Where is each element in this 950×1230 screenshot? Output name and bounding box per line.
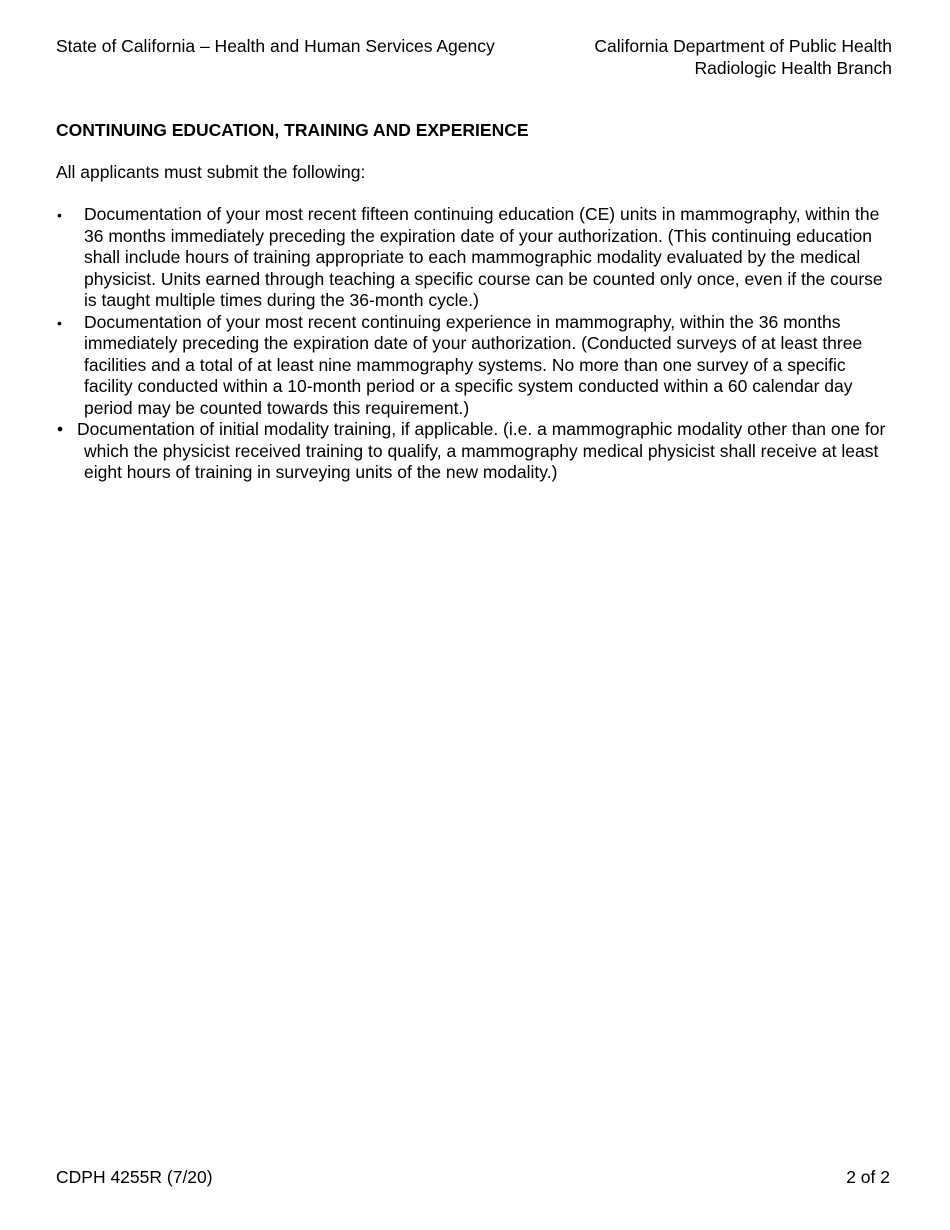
bullet-icon: •	[57, 207, 62, 223]
bullet-icon: •	[57, 314, 62, 331]
requirement-text: Documentation of your most recent fifteen continuing education (CE) units in mammography, within the 36 months immediately preceding the expiration date of your authorization. (This continuing education shall include hours of training appropriate to each mammographic modality evaluated by the medical physicist. Units earned through teaching a specific course can be counted only once, even if the course is taught multiple times during the 36-month cycle.)	[84, 204, 883, 310]
section-title: CONTINUING EDUCATION, TRAINING AND EXPERIENCE	[56, 120, 529, 140]
department-name: California Department of Public Health	[594, 36, 892, 56]
page-number: 2 of 2	[846, 1167, 890, 1187]
requirements-list	[56, 204, 896, 484]
list-item	[56, 312, 896, 420]
agency-header: State of California – Health and Human Services Agency	[56, 36, 495, 56]
requirement-text: Documentation of your most recent continuing experience in mammography, within the 36 months immediately preceding the expiration date of your authorization. (Conducted surveys of at least three facilities and a total of at least nine mammography systems. No more than one survey of a specific facility conducted within a 10-month period or a specific system conducted within a 60 calendar day period may be counted towards this requirement.)	[84, 311, 863, 418]
form-id: CDPH 4255R (7/20)	[56, 1167, 213, 1187]
list-item	[56, 419, 896, 484]
requirement-text: Documentation of initial modality training, if applicable. (i.e. a mammographic modality other than one for which the physicist received training to qualify, a mammography medical physicist shall receive at least eight hours of training in surveying units of the new modality.)	[77, 419, 886, 482]
bullet-icon: •	[57, 419, 64, 439]
branch-name: Radiologic Health Branch	[694, 58, 892, 78]
department-header	[594, 35, 892, 79]
list-item	[56, 204, 896, 312]
intro-text: All applicants must submit the following:	[56, 162, 366, 182]
